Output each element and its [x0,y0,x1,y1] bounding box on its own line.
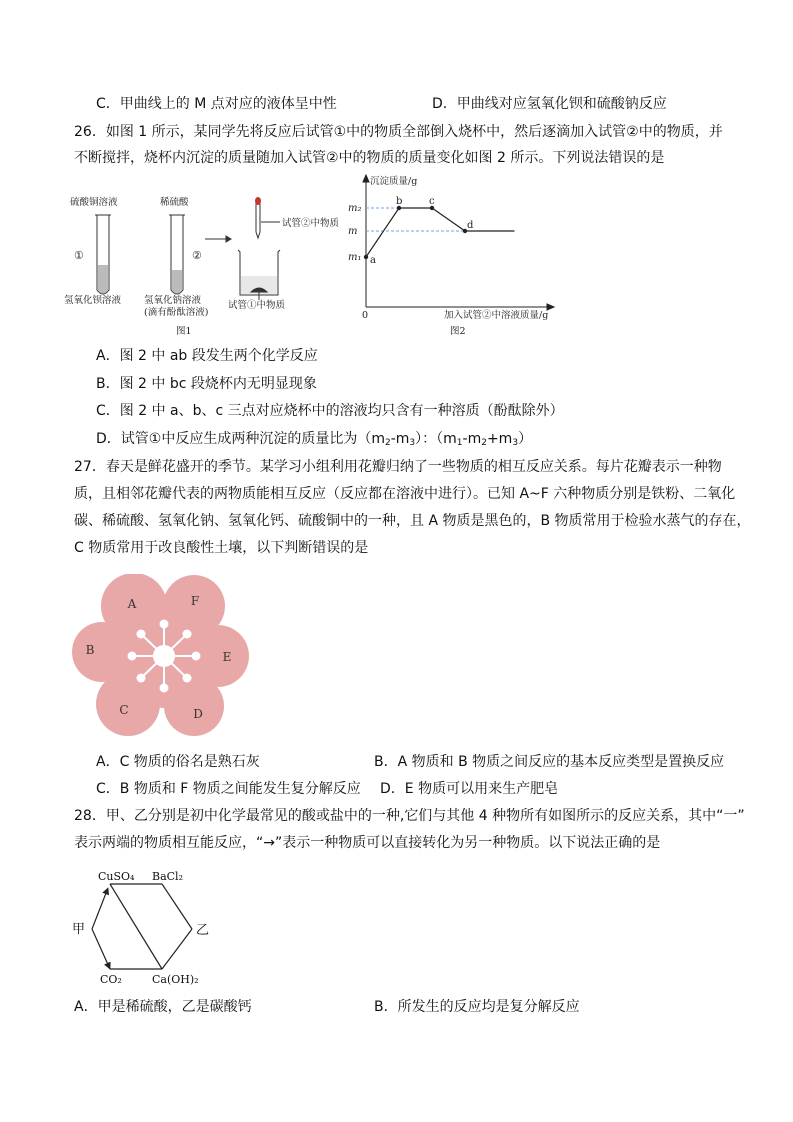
origin-label: 0 [362,310,369,321]
q26-option-b: B．图 2 中 bc 段烧杯内无明显现象 [96,376,317,392]
beaker-icon [238,250,280,300]
point-label-a: a [370,255,376,266]
dropper-icon [255,197,280,238]
q26-option-d: D．试管①中反应生成两种沉淀的质量比为$(m_2-m_3)$：$(m_1-m_2+m_3)$ [96,431,533,448]
figure-1 [60,170,360,340]
figure-2-chart [344,170,564,340]
tube2-top-label: 稀硫酸 [160,197,189,208]
test-tube-1 [95,215,111,294]
hexagon-diagram [70,866,220,990]
petal-label-b: B [85,643,95,657]
q28-stem-line2: 表示两端的物质相互能反应，“→”表示一种物质可以直接转化为另一种物质。以下说法正确的是 [74,835,661,851]
q28-option-a: A．甲是稀硫酸，乙是碳酸钙 [74,999,252,1015]
point-label-c: c [429,196,435,207]
tube2-bottom-label-1: 氢氧化钠溶液 [144,295,202,306]
x-axis-label: 加入试管②中溶液质量/g [444,310,549,321]
tick-label-m1: m₁ [348,252,362,263]
test-tube-2 [169,215,185,294]
q27-stem-line3: 碳、稀硫酸、氢氧化钠、氢氧化钙、硫酸铜中的一种，且 A 物质是黑色的，B 物质常用于检验水蒸气的存在， [74,513,751,529]
q25-option-c: C．甲曲线上的 M 点对应的液体呈中性 [96,96,337,112]
figure-1-caption: 图1 [176,326,192,337]
q27-stem-line1: 27．春天是鲜花盛开的季节。某学习小组利用花瓣归纳了一些物质的相互反应关系。每片花瓣表示一种物 [74,459,722,475]
tube2-number: ② [192,249,202,262]
q26-option-a: A．图 2 中 ab 段发生两个化学反应 [96,348,318,364]
node-cuso4: CuSO₄ [98,870,135,883]
q25-option-d: D．甲曲线对应氢氧化钡和硫酸钠反应 [432,96,667,112]
q27-stem-line2: 质，且相邻花瓣代表的两物质能相互反应（反应都在溶液中进行）。已知 A~F 六种物质分别是铁粉、二氧化 [74,486,736,502]
tick-label-m2: m₂ [348,203,362,214]
node-yi: 乙 [196,923,210,938]
beaker-label: 试管①中物质 [228,300,286,311]
q27-option-b: B．A 物质和 B 物质之间反应的基本反应类型是置换反应 [374,754,725,770]
q28-option-b: B．所发生的反应均是复分解反应 [374,999,580,1015]
tick-label-m: m [348,226,358,237]
q27-option-d: D．E 物质可以用来生产肥皂 [380,781,559,797]
q26-option-c: C．图 2 中 a、b、c 三点对应烧杯中的溶液均只含有一种溶质（酚酞除外） [96,403,564,419]
figure-2-caption: 图2 [450,326,466,337]
arrow-right-icon [205,236,231,242]
q26-stem-line2: 不断搅拌，烧杯内沉淀的质量随加入试管②中的物质的质量变化如图 2 所示。下列说法错误的是 [74,150,665,166]
petal-label-f: F [190,594,200,608]
petal-label-e: E [222,650,232,664]
q28-stem-line1: 28．甲、乙分别是初中化学最常见的酸或盐中的一种,它们与其他 4 种物所有如图所示的反应关系，其中“一” [74,808,745,824]
q26-stem-line1: 26．如图 1 所示，某同学先将反应后试管①中的物质全部倒入烧杯中，然后逐滴加入试管②中的物质，并 [74,124,723,140]
tube1-top-label: 硫酸铜溶液 [70,197,118,208]
point-label-b: b [396,196,403,207]
q27-stem-line4: C 物质常用于改良酸性土壤，以下判断错误的是 [74,540,369,556]
point-label-d: d [467,220,474,231]
node-bacl2: BaCl₂ [152,870,183,883]
q27-option-c: C．B 物质和 F 物质之间能发生复分解反应 [96,781,361,797]
node-jia: 甲 [72,922,86,937]
node-caoh2: Ca(OH)₂ [152,973,199,986]
tube1-number: ① [74,249,84,262]
series-line [366,208,515,257]
dropper-label: 试管②中物质 [282,218,340,229]
tube2-bottom-label-2: (滴有酚酞溶液) [144,307,209,318]
petal-label-c: C [119,703,129,717]
data-point-a [364,255,368,259]
q27-option-a: A．C 物质的俗名是熟石灰 [96,754,260,770]
petal-label-a: A [127,597,137,611]
flower-diagram [72,574,252,736]
node-co2: CO₂ [100,973,122,986]
petal-label-d: D [193,707,203,721]
tube1-bottom-label: 氢氧化钡溶液 [64,295,122,306]
y-axis-label: 沉淀质量/g [370,176,418,187]
